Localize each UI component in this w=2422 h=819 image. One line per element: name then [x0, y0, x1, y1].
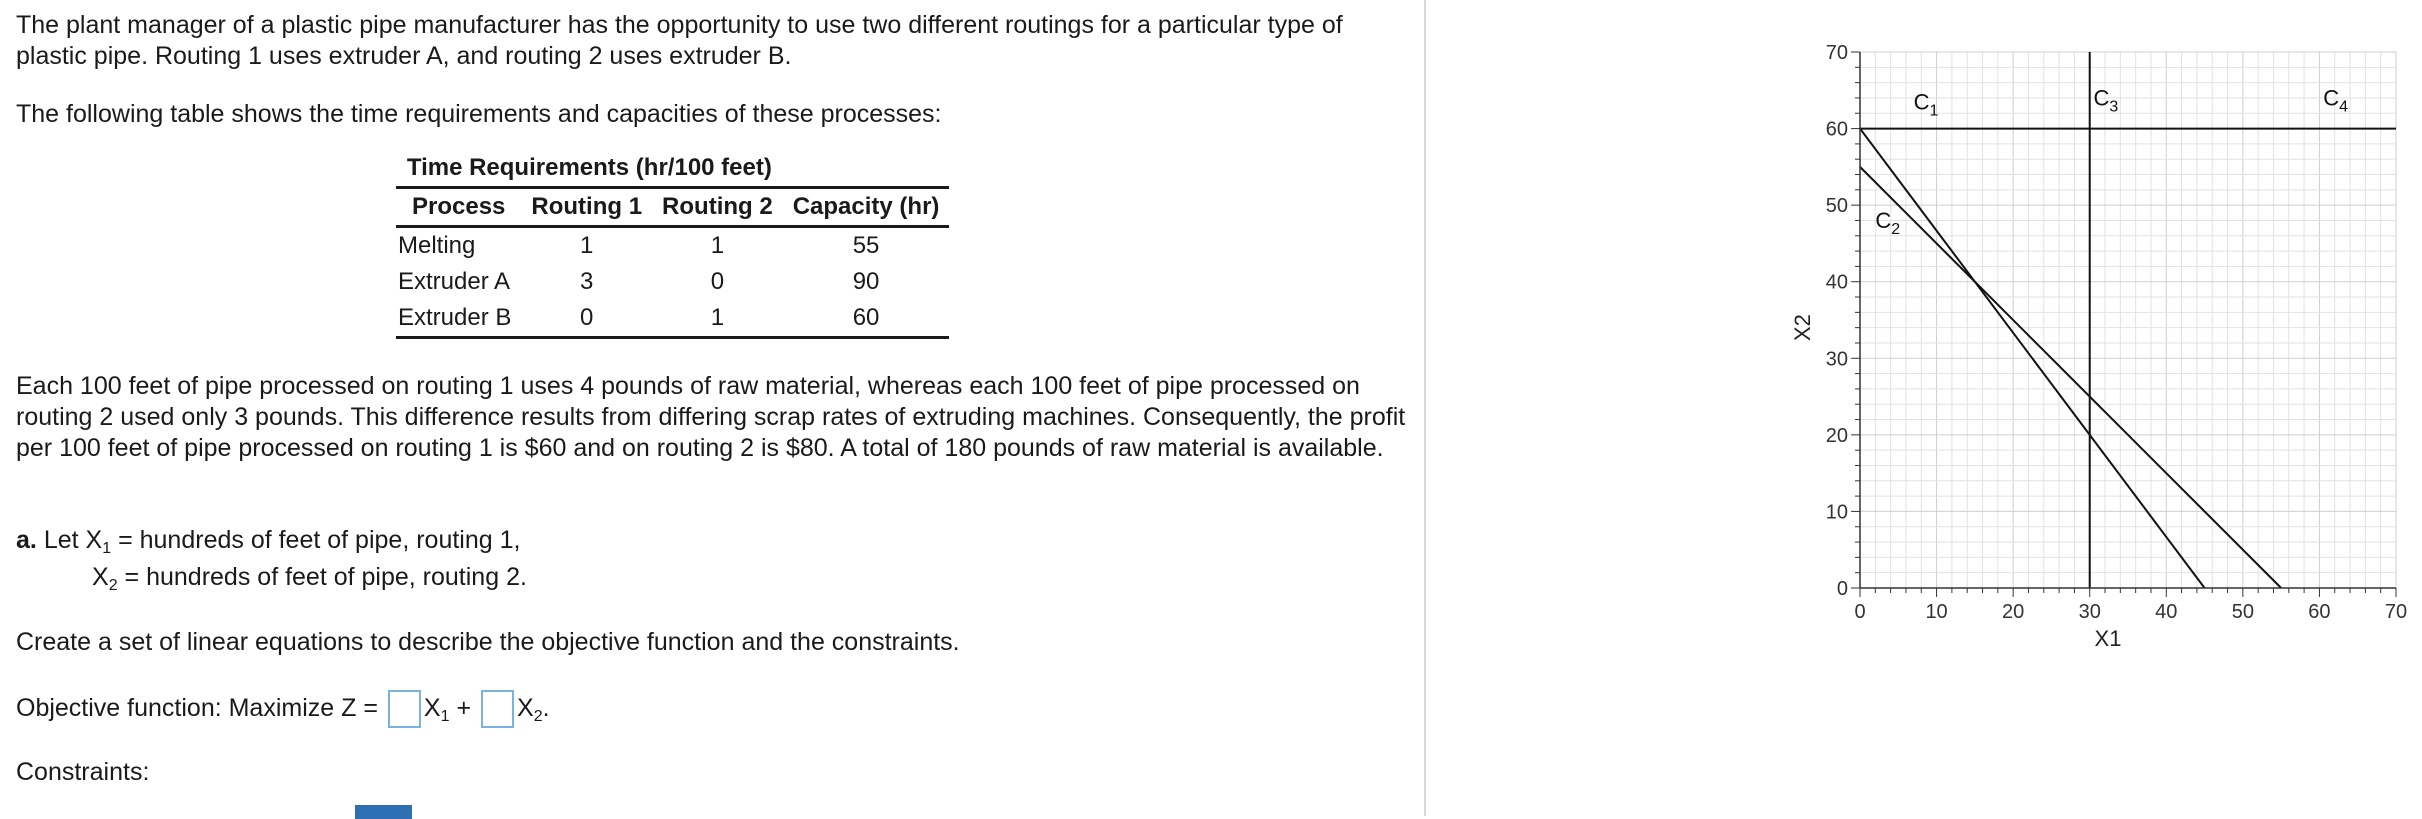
- x1-coefficient-input[interactable]: [388, 690, 421, 728]
- constraints-label: Constraints:: [16, 758, 150, 786]
- cell-routing-2: 1: [652, 300, 783, 338]
- y-tick-label: 10: [1825, 501, 1848, 524]
- table-caption: Time Requirements (hr/100 feet): [406, 154, 772, 181]
- table-row: [396, 264, 949, 300]
- x-tick-label: 30: [2078, 601, 2101, 623]
- cell-process: Extruder B: [396, 300, 521, 338]
- x-tick-label: 50: [2231, 601, 2254, 623]
- cell-process: Melting: [398, 232, 476, 259]
- y-tick-label: 60: [1825, 118, 1848, 141]
- x-tick-label: 40: [2155, 601, 2178, 623]
- constraint-label-c2: $C_2$: [1875, 208, 1901, 239]
- time-requirements-table: [396, 150, 949, 339]
- col-header-capacity: Capacity (hr): [783, 188, 950, 227]
- problem-description: Each 100 feet of pipe processed on routing 1 uses 4 pounds of raw material, whereas each 100 feet of pipe processed on routing 2 used only 3 pounds. This difference results from differing scrap rates of extruding machines. Consequently, the profit per 100 feet of pipe processed on routing 1 is $60 and on routing 2 is $80. A total of 180 pounds of raw material is available.: [16, 372, 1406, 462]
- table-intro: The following table shows the time requirements and capacities of these processes:: [16, 100, 942, 128]
- y-tick-label: 70: [1825, 42, 1848, 64]
- y-axis-title: X2: [1790, 314, 1815, 342]
- part-a-label: a.: [16, 526, 37, 554]
- chart-labels: [1875, 86, 2348, 239]
- constraint-label-c1: $C_1$: [1913, 89, 1939, 120]
- x-tick-label: 10: [1925, 601, 1948, 623]
- x-tick-label: 20: [2002, 601, 2025, 623]
- objective-function: Objective function: Maximize $Z = X_1 + X_2$.: [16, 690, 550, 732]
- panel-divider: [1424, 0, 1426, 816]
- cell-routing-2: 1: [710, 232, 725, 259]
- table-row: [396, 300, 949, 338]
- y-tick-label: 0: [1836, 578, 1848, 600]
- x-tick-label: 0: [1854, 601, 1866, 623]
- cell-routing-1: 3: [580, 268, 594, 295]
- part-a-x2-definition: $X_2$ = hundreds of feet of pipe, routing 2.: [92, 563, 527, 594]
- cell-routing-1: 1: [580, 232, 594, 259]
- y-tick-label: 20: [1825, 424, 1848, 447]
- cell-capacity: 60: [783, 300, 950, 338]
- col-header-routing-1: Routing 1: [521, 188, 652, 227]
- part-a-x1-definition: a. Let $X_1$ = hundreds of feet of pipe, routing 1,: [16, 526, 521, 557]
- cell-capacity: 90: [852, 268, 880, 295]
- col-header-process: Process: [396, 188, 521, 227]
- instructions-text: Create a set of linear equations to describe the objective function and the constraints.: [16, 628, 960, 656]
- table-row: [396, 227, 949, 265]
- x-axis-title: X1: [2094, 626, 2122, 651]
- cell-routing-1: 0: [521, 300, 652, 338]
- x-tick-label: 70: [2384, 601, 2408, 623]
- constraint-label-c4: $C_4$: [2323, 85, 2349, 116]
- constraint-label-c3: $C_3$: [2093, 85, 2119, 116]
- lp-graph: [1760, 20, 2420, 660]
- problem-intro: The plant manager of a plastic pipe manufacturer has the opportunity to use two different routings for a particular type of plastic pipe. Routing 1 uses extruder A, and routing 2 uses extruder B.: [16, 11, 1343, 70]
- x-tick-label: 60: [2308, 601, 2331, 623]
- cell-process: Extruder A: [398, 268, 511, 295]
- cell-routing-2: 0: [710, 268, 725, 295]
- constraint-lines: [1860, 52, 2396, 588]
- y-tick-label: 40: [1825, 271, 1848, 294]
- x2-coefficient-input[interactable]: [481, 690, 514, 728]
- constraint-line-c2: [1860, 167, 2281, 588]
- col-header-routing-2: Routing 2: [652, 188, 783, 227]
- y-tick-label: 30: [1825, 348, 1848, 371]
- chart-grid: [1860, 52, 2396, 588]
- cell-capacity: 55: [852, 232, 880, 259]
- chart-axes: [1790, 42, 2407, 651]
- constraint-input-box[interactable]: [355, 805, 412, 819]
- y-tick-label: 50: [1825, 195, 1848, 218]
